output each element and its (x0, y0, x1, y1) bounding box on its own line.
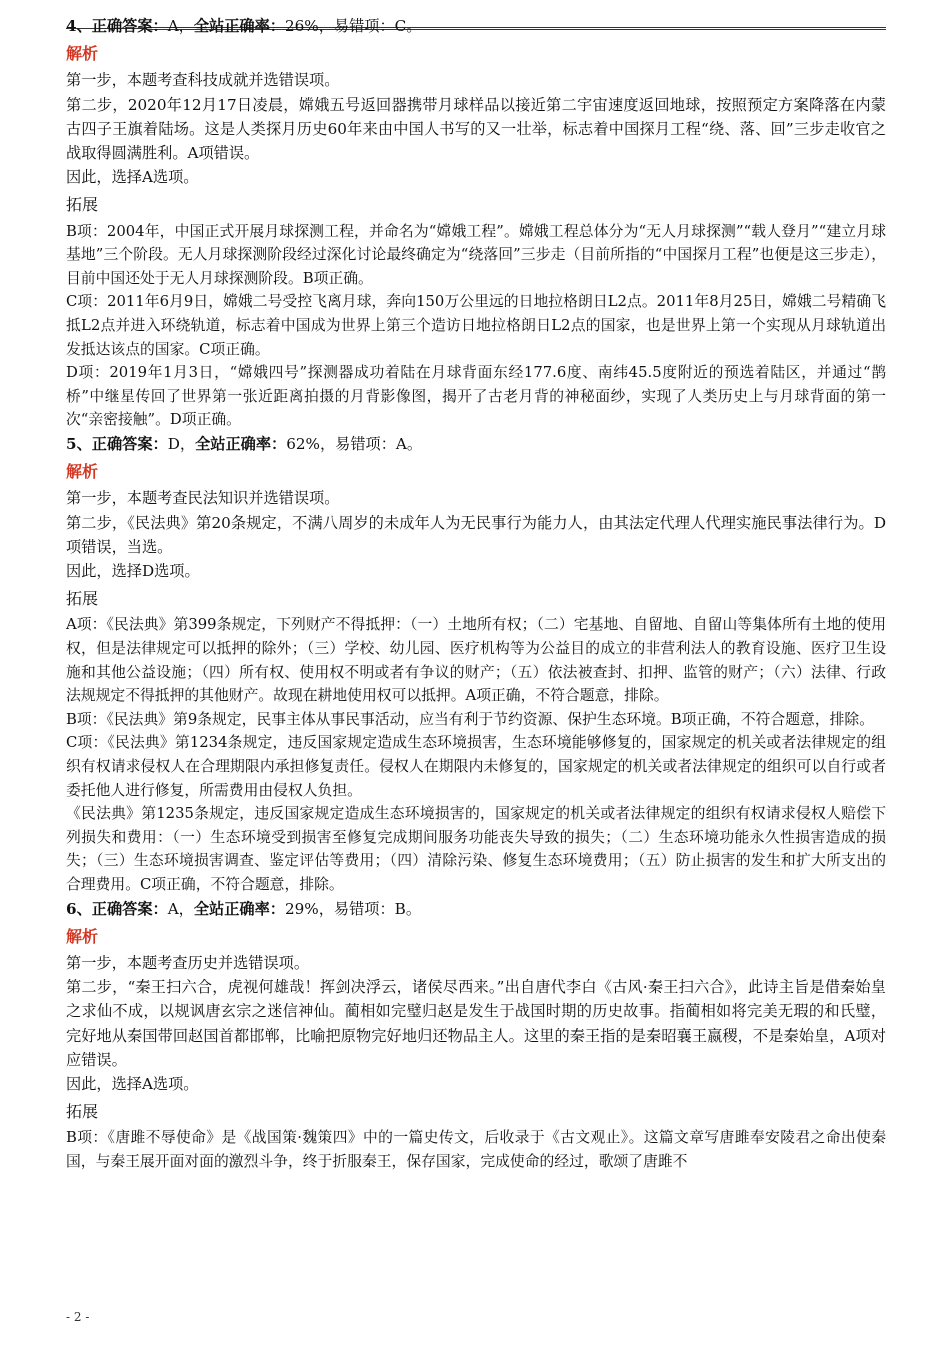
rate-label: 全站正确率： (195, 434, 287, 453)
analysis-paragraph: 第二步，“秦王扫六合，虎视何雄哉！挥剑决浮云，诸侯尽西来。”出自唐代李白《古风·秦王扫六合》，此诗主旨是借秦始皇之求仙不成，以规讽唐玄宗之迷信神仙。蔺相如完璧归赵是发生于战国时期的历史故事。指蔺相如将完美无瑕的和氏璧，完好地从秦国带回赵国首都邯郸，比喻把原物完好地归还物品主人。这里的秦王指的是秦昭襄王嬴稷，不是秦始皇，A项对应错误。 (66, 978, 886, 1069)
question-header (66, 14, 886, 38)
analysis-paragraph: 因此，选择D选项。 (66, 561, 200, 580)
rate-value: 29%，易错项：B。 (284, 899, 422, 918)
answer-label: 正确答案： (91, 899, 168, 918)
extension-paragraph: C项：《民法典》第1234条规定，违反国家规定造成生态环境损害，生态环境能够修复的，国家规定的机关或者法律规定的组织有权请求侵权人在合理期限内承担修复责任。侵权人在期限内未修复的，国家规定的机关或者法律规定的组织可以自行或者委托他人进行修复，所需费用由侵权人负担。 (66, 734, 886, 799)
analysis-paragraph: 第一步，本题考查历史并选错误项。 (66, 953, 309, 972)
page-number: - 2 - (66, 1310, 90, 1324)
document-body (66, 14, 886, 1174)
analysis-paragraph: 第一步，本题考查科技成就并选错误项。 (66, 71, 340, 90)
question-number: 6、 (66, 899, 92, 918)
extension-title: 拓展 (66, 589, 99, 609)
rate-value: 62%，易错项：A。 (286, 434, 423, 453)
extension-paragraph: B项：《唐雎不辱使命》是《战国策·魏策四》中的一篇史传文，后收录于《古文观止》。这篇文章写唐雎奉安陵君之命出使秦国，与秦王展开面对面的激烈斗争，终于折服秦王，保存国家，完成使命的经过，歌颂了唐雎不 (66, 1129, 886, 1170)
extension-paragraph: 《民法典》第1235条规定，违反国家规定造成生态环境损害的，国家规定的机关或者法律规定的组织有权请求侵权人赔偿下列损失和费用：（一）生态环境受到损害至修复完成期间服务功能丧失导致的损失；（二）生态环境功能永久性损害造成的损失；（三）生态环境损害调查、鉴定评估等费用；（四）清除污染、修复生态环境费用；（五）防止损害的发生和扩大所支出的合理费用。C项正确，不符合题意，排除。 (66, 805, 886, 893)
extension-paragraph: D项：2019年1月3日，“嫦娥四号”探测器成功着陆在月球背面东经177.6度、南纬45.5度附近的预选着陆区，并通过“鹊桥”中继星传回了世界第一张近距离拍摄的月背影像图，揭开了古老月背的神秘面纱，实现了人类历史上与月球背面的第一次“亲密接触”。D项正确。 (66, 364, 886, 429)
analysis-title: 解析 (66, 44, 99, 64)
question-section (66, 432, 886, 897)
extension-paragraph: A项：《民法典》第399条规定，下列财产不得抵押：（一）土地所有权；（二）宅基地、自留地、自留山等集体所有土地的使用权，但是法律规定可以抵押的除外；（三）学校、幼儿园、医疗机构等为公益目的成立的非营利法人的教育设施、医疗卫生设施和其他公益设施；（四）所有权、使用权不明或者有争议的财产；（五）依法被查封、扣押、监管的财产；（六）法律、行政法规规定不得抵押的其他财产。故现在耕地使用权可以抵押。A项正确，不符合题意，排除。 (66, 616, 886, 705)
rate-label: 全站正确率： (193, 899, 285, 918)
rate-value: 26%，易错项：C。 (284, 17, 422, 35)
extension-title: 拓展 (66, 195, 99, 215)
analysis-paragraph: 第二步，2020年12月17日凌晨，嫦娥五号返回器携带月球样品以接近第二宇宙速度返回地球，按照预定方案降落在内蒙古四子王旗着陆场。这是人类探月历史60年来由中国人书写的又一壮举，标志着中国探月工程“绕、落、回”三步走收官之战取得圆满胜利。A项错误。 (66, 95, 886, 163)
answer-value: A， (167, 17, 194, 35)
question-section (66, 14, 886, 432)
analysis-paragraph: 第一步，本题考查民法知识并选错误项。 (66, 489, 340, 508)
rate-label: 全站正确率： (193, 17, 285, 35)
answer-value: D， (167, 434, 196, 453)
extension-paragraph: C项：2011年6月9日，嫦娥二号受控飞离月球，奔向150万公里远的日地拉格朗日L2点。2011年8月25日，嫦娥二号精确飞抵L2点并进入环绕轨道，标志着中国成为世界上第三个造访日地拉格朗日L2点的国家，也是世界上第一个实现从月球轨道出发抵达该点的国家。C项正确。 (66, 293, 886, 358)
analysis-paragraph: 因此，选择A选项。 (66, 168, 199, 187)
question-number: 5、 (66, 434, 92, 453)
question-header (66, 432, 886, 456)
extension-paragraph: B项：2004年，中国正式开展月球探测工程，并命名为“嫦娥工程”。嫦娥工程总体分为“无人月球探测”“载人登月”“建立月球基地”三个阶段。无人月球探测阶段经过深化讨论最终确定为“绕落回”三步走（目前所指的“中国探月工程”也便是这三步走），目前中国还处于无人月球探测阶段。B项正确。 (66, 222, 886, 287)
analysis-title: 解析 (66, 926, 99, 946)
question-section (66, 897, 886, 1174)
analysis-paragraph: 因此，选择A选项。 (66, 1074, 199, 1093)
analysis-title: 解析 (66, 462, 99, 482)
question-number: 4、 (66, 17, 92, 35)
analysis-paragraph: 第二步，《民法典》第20条规定，不满八周岁的未成年人为无民事行为能力人，由其法定代理人代理实施民事法律行为。D项错误，当选。 (66, 513, 886, 556)
answer-label: 正确答案： (91, 434, 168, 453)
extension-paragraph: B项：《民法典》第9条规定，民事主体从事民事活动，应当有利于节约资源、保护生态环境。B项正确，不符合题意，排除。 (66, 710, 875, 728)
question-header (66, 897, 886, 921)
answer-value: A， (167, 899, 194, 918)
answer-label: 正确答案： (91, 17, 168, 35)
extension-title: 拓展 (66, 1102, 99, 1122)
